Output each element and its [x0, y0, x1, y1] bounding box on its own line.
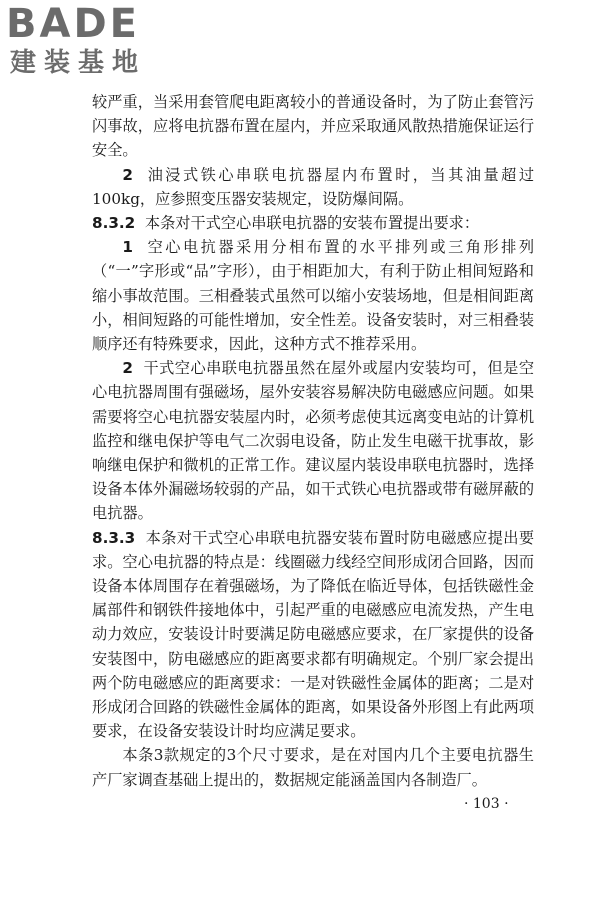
section-number: 8.3.3	[92, 528, 136, 547]
paragraph-2: 2 油浸式铁心串联电抗器屋内布置时，当其油量超过100kg，应参照变压器安装规定，设防爆间隔。	[92, 165, 535, 208]
item-number: 2	[122, 165, 133, 184]
paragraph-item-1: 1 空心电抗器采用分相布置的水平排列或三角形排列（“一”字形或“品”字形），由于相距加大，有利于防止相间短路和缩小事故范围。三相叠装式虽然可以缩小安装场地，但是相间距离小，相间短路的可能性增加，安全性差。设备安装时，对三相叠装顺序还有特殊要求，因此，这种方式不推荐采用。	[92, 238, 535, 354]
item-number: 2	[122, 359, 133, 378]
paragraph-1: 较严重，当采用套管爬电距离较小的普通设备时，为了防止套管污闪事故，应将电抗器布置在屋内，并应采取通风散热措施保证运行安全。	[92, 93, 534, 160]
paragraph-item-2: 2 干式空心串联电抗器虽然在屋外或屋内安装均可，但是空心电抗器周围有强磁场，屋外安装容易解决防电磁感应问题。如果需要将空心电抗器安装屋内时，必须考虑使其远离变电站的计算机监控和继电保护等电气二次弱电设备，防止发生电磁干扰事故，影响继电保护和微机的正常工作。建议屋内装设串联电抗器时，选择设备本体外漏磁场较弱的产品，如干式铁心电抗器或带有磁屏蔽的电抗器。	[92, 359, 535, 523]
logo-sub-text: 建装基地	[10, 48, 147, 78]
section-8-3-3: 8.3.3 本条对干式空心串联电抗器安装布置时防电磁感应提出要求。空心电抗器的特点是：线圈磁力线经空间形成闭合回路，因而设备本体周围存在着强磁场，为了降低在临近导体，包括铁磁性金属部件和钢铁件接地体中，引起严重的电磁感应电流发热，产生电动力效应，安装设计时要满足防电磁感应要求，在厂家提供的设备安装图中，防电磁感应的距离要求都有明确规定。个别厂家会提出两个防电磁感应的距离要求：一是对铁磁性金属体的距离；二是对形成闭合回路的铁磁性金属体的距离，如果设备外形图上有此两项要求，在设备安装设计时均应满足要求。	[92, 528, 535, 741]
section-8-3-2: 8.3.2 本条对干式空心串联电抗器的安装布置提出要求：	[92, 214, 480, 233]
section-number: 8.3.2	[92, 214, 136, 233]
bade-logo	[6, 2, 176, 82]
page-body	[92, 90, 534, 792]
paragraph-final: 本条3款规定的3个尺寸要求，是在对国内几个主要电抗器生产厂家调查基础上提出的，数据规定能涵盖国内各制造厂。	[92, 746, 534, 789]
item-number: 1	[122, 238, 133, 257]
page-number: · 103 ·	[464, 796, 509, 812]
logo-main-text: BADE	[6, 1, 140, 47]
